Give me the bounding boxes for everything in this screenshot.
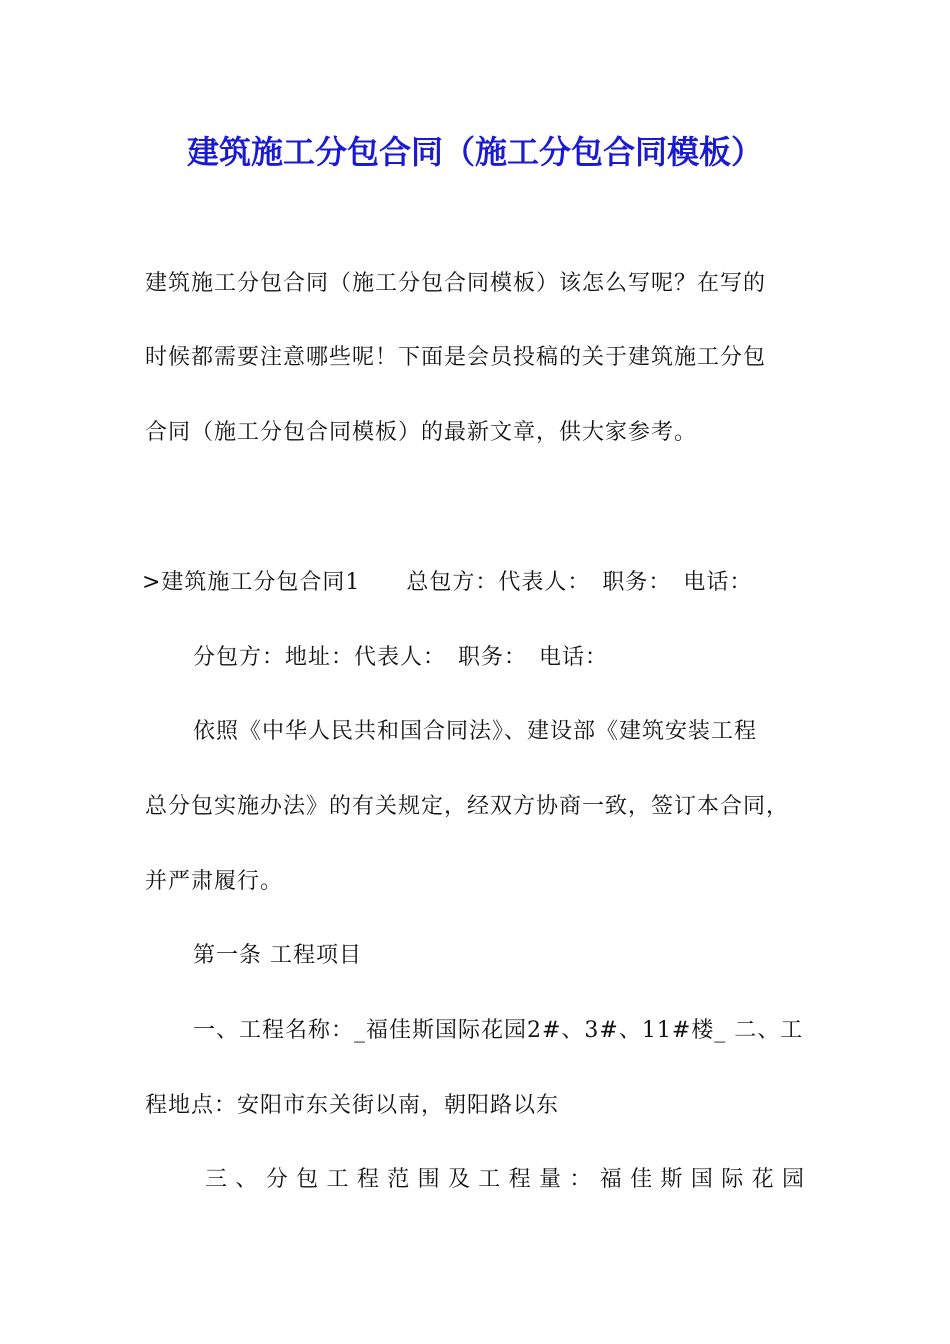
article-one-heading: 第一条 工程项目 bbox=[193, 943, 362, 968]
intro-line-2: 时候都需要注意哪些呢！下面是会员投稿的关于建筑施工分包 bbox=[145, 345, 767, 370]
project-location-line: 程地点：安阳市东关街以南，朝阳路以东 bbox=[145, 1093, 560, 1118]
body-line-3: 并严肃履行。 bbox=[145, 869, 284, 894]
intro-line-1: 建筑施工分包合同（施工分包合同模板）该怎么写呢？在写的 bbox=[145, 271, 767, 296]
document-title: 建筑施工分包合同（施工分包合同模板） bbox=[186, 133, 763, 171]
subcontractor-line: 分包方：地址：代表人： 职务： 电话： bbox=[193, 645, 609, 670]
scope-line: 三、分包工程范围及工程量：福佳斯国际花园 bbox=[205, 1167, 805, 1192]
project-name-line: 一、工程名称：_福佳斯国际花园2#、3#、11#楼_ 二、工 bbox=[193, 1018, 804, 1043]
body-line-2: 总分包实施办法》的有关规定，经双方协商一致，签订本合同， bbox=[145, 794, 790, 819]
contract-header-line: >建筑施工分包合同1 总包方：代表人： 职务： 电话： bbox=[142, 570, 753, 595]
body-line-1: 依照《中华人民共和国合同法》、建设部《建筑安装工程 bbox=[193, 719, 758, 744]
intro-line-3: 合同（施工分包合同模板）的最新文章，供大家参考。 bbox=[145, 420, 698, 445]
